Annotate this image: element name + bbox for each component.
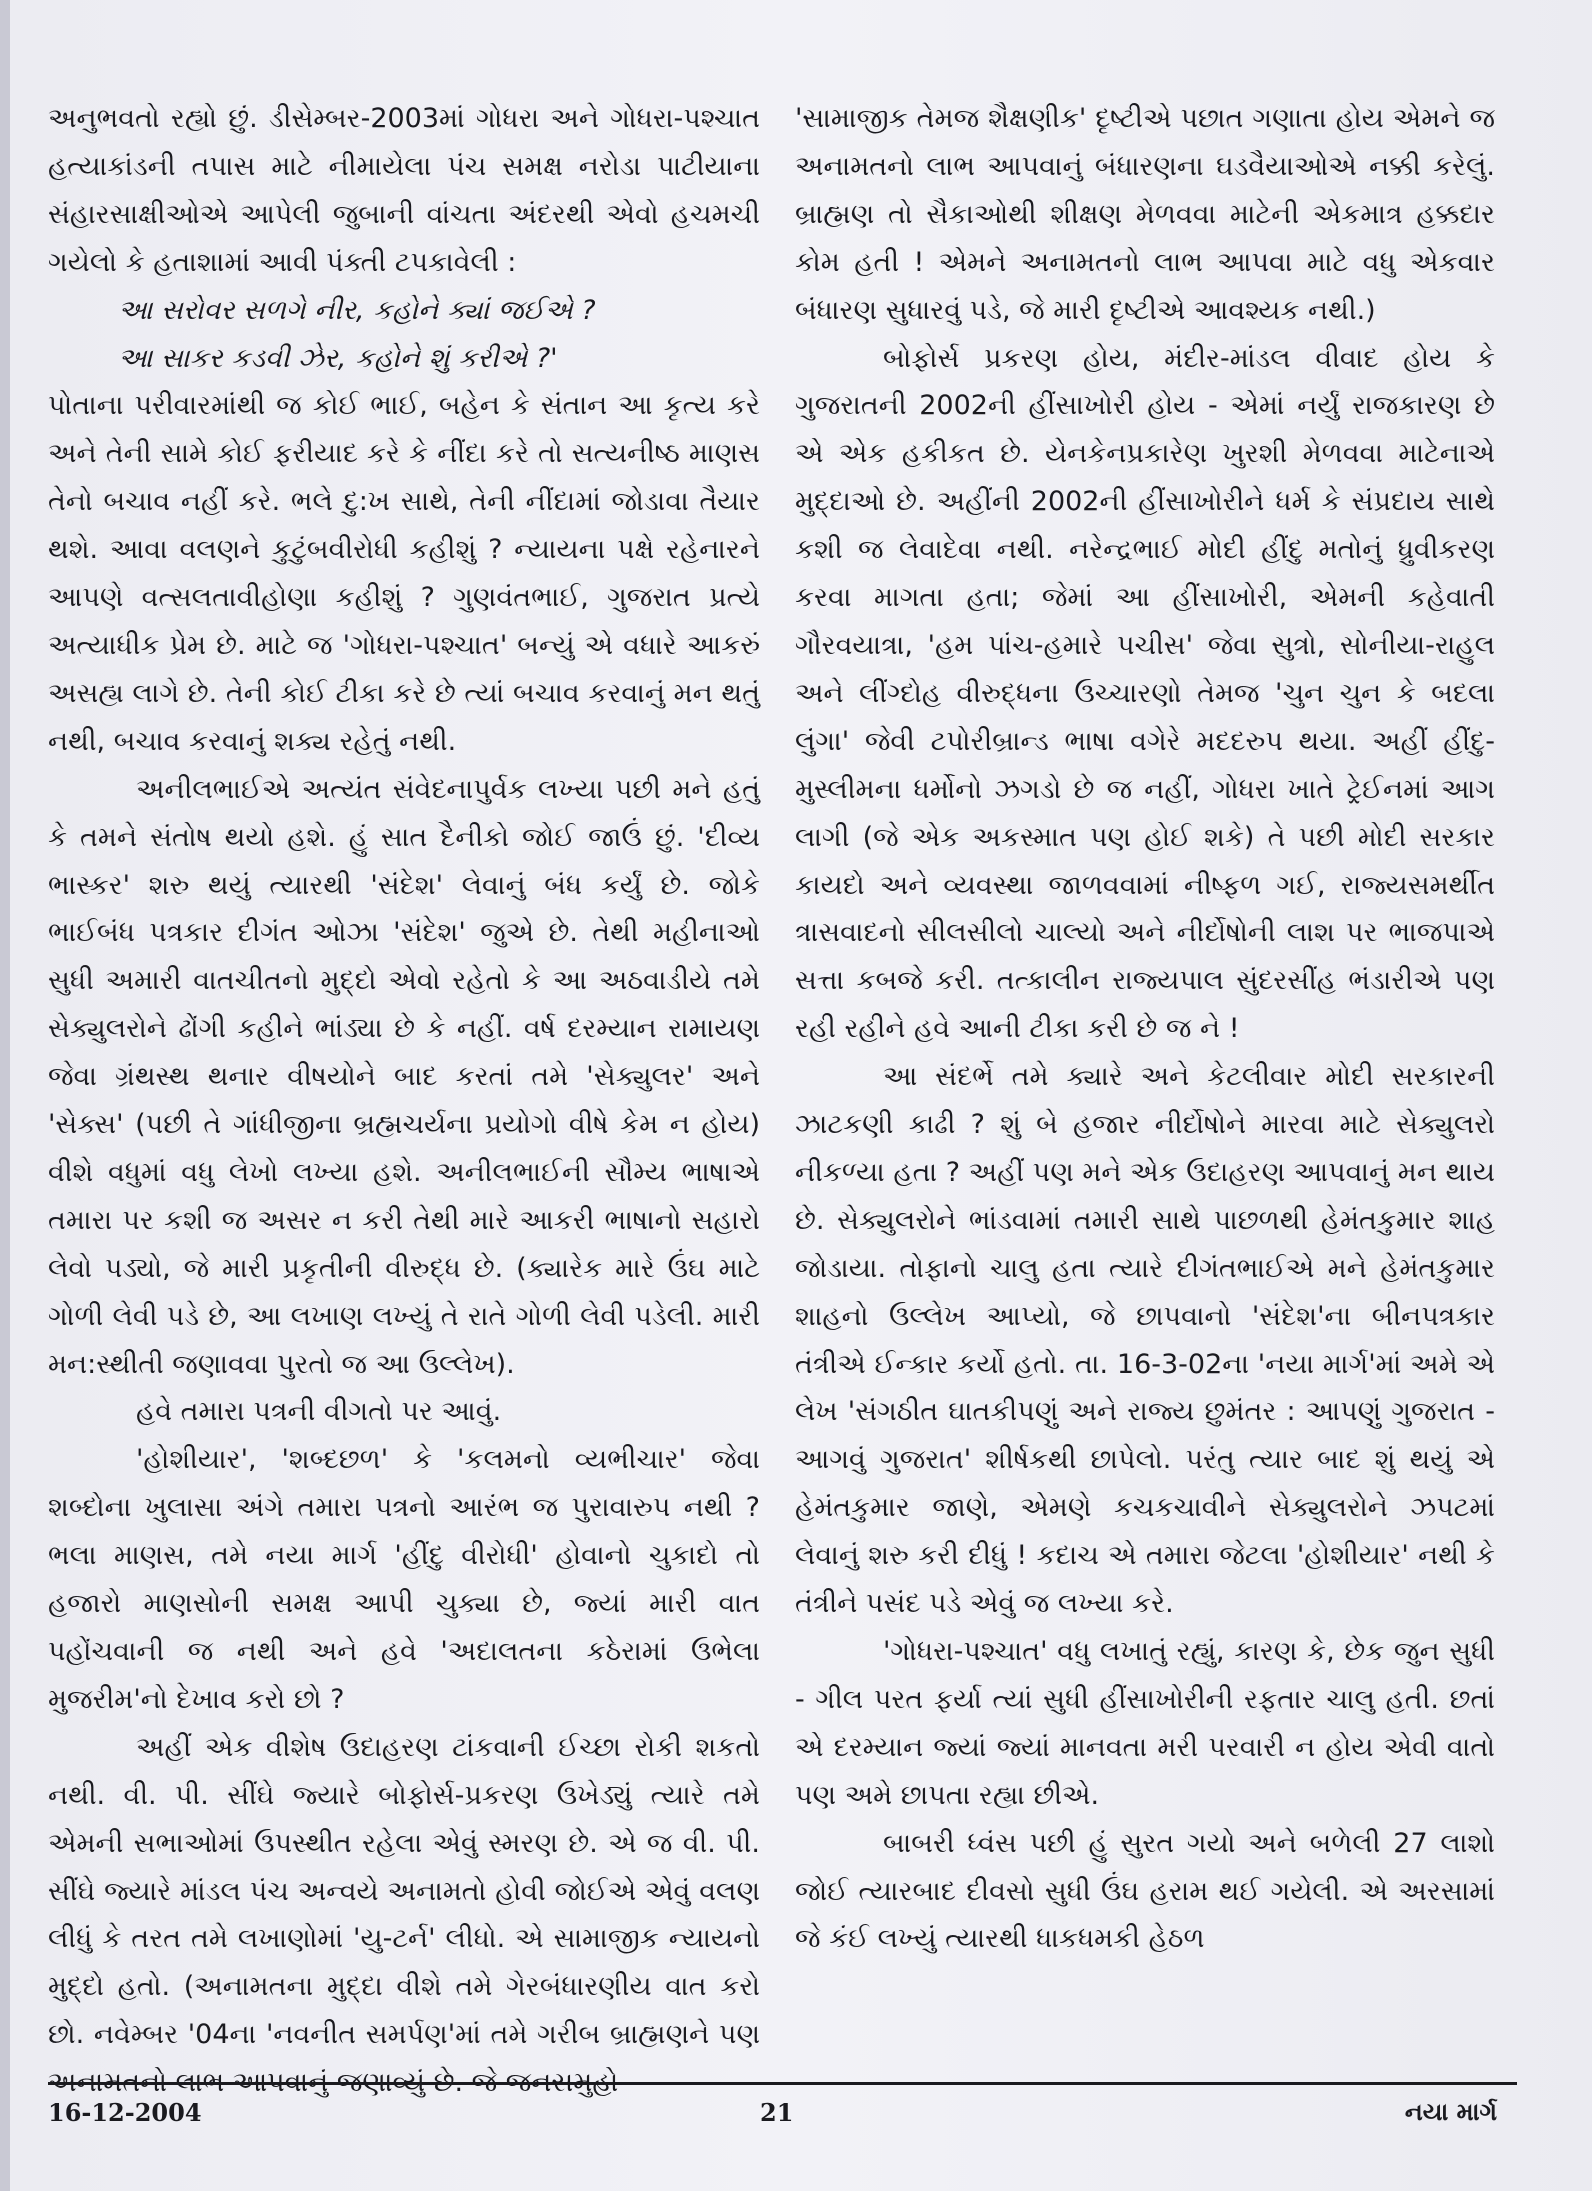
paragraph: પોતાના પરીવારમાંથી જ કોઈ ભાઈ, બહેન કે સંતાન આ કૃત્ય કરે અને તેની સામે કોઈ ફરીયાદ કરે કે નીંદા કરે તો સત્યનીષ્ઠ માણસ તેનો બચાવ નહીં કરે. ભલે દુ:ખ સાથે, તેની નીંદામાં જોડાવા તૈયાર થશે. આવા વલણને કુટુંબવીરોધી કહીશું ? ન્યાયના પક્ષે રહેનારને આપણે વત્સલતાવીહોણા કહીશું ? ગુણવંતભાઈ, ગુજરાત પ્રત્યે અત્યાધીક પ્રેમ છે. માટે જ 'ગોધરા-પશ્ચાત' બન્યું એ વધારે આકરું અસહ્ય લાગે છે. તેની કોઈ ટીકા કરે છે ત્યાં બચાવ કરવાનું મન થતું નથી, બચાવ કરવાનું શક્ય રહેતું નથી. [48, 390, 760, 757]
paragraph: હવે તમારા પત્રની વીગતો પર આવું. [136, 1396, 502, 1428]
publication-name: નયા માર્ગ [1404, 2098, 1497, 2126]
paragraph: અનુભવતો રહ્યો છું. ડીસેમ્બર-2003માં ગોધરા અને ગોધરા-પશ્ચાત હત્યાકાંડની તપાસ માટે નીમાયેલા પંચ સમક્ષ નરોડા પાટીયાના સંહારસાક્ષીઓએ આપેલી જુબાની વાંચતા અંદરથી એવો હચમચી ગયેલો કે હતાશામાં આવી પંક્તી ટપકાવેલી : [48, 103, 760, 278]
page-footer [48, 2098, 1517, 2138]
paragraph: બાબરી ધ્વંસ પછી હું સુરત ગયો અને બળેલી 27 લાશો જોઈ ત્યારબાદ દીવસો સુધી ઉંઘ હરામ થઈ ગયેલી. એ અરસામાં જે કંઈ લખ્યું ત્યારથી ધાકધમકી હેઠળ [795, 1827, 1495, 1955]
page-number: 21 [760, 2098, 794, 2127]
issue-date: 16-12-2004 [48, 2098, 202, 2127]
paragraph: 'સામાજીક તેમજ શૈક્ષણીક' દૃષ્ટીએ પછાત ગણાતા હોય એમને જ અનામતનો લાભ આપવાનું બંધારણના ઘડવૈયાઓએ નક્કી કરેલું. બ્રાહ્મણ તો સૈકાઓથી શીક્ષણ મેળવવા માટેની એકમાત્ર હક્કદાર કોમ હતી ! એમને અનામતનો લાભ આપવા માટે વધુ એકવાર બંધારણ સુધારવું પડે, જે મારી દૃષ્ટીએ આવશ્યક નથી.) [795, 103, 1495, 326]
verse-line: આ સાકર કડવી ઝેર, કહોને શું કરીએ ?' [118, 342, 558, 374]
right-column [795, 95, 1495, 1963]
left-column [48, 95, 760, 2107]
paragraph: 'ગોધરા-પશ્ચાત' વધુ લખાતું રહ્યું, કારણ કે, છેક જુન સુધી - ગીલ પરત ફર્યા ત્યાં સુધી હીંસાખોરીની રફતાર ચાલુ હતી. છતાં એ દરમ્યાન જ્યાં જ્યાં માનવતા મરી પરવારી ન હોય એવી વાતો પણ અમે છાપતા રહ્યા છીએ. [795, 1636, 1495, 1811]
paragraph: 'હોશીયાર', 'શબ્દછળ' કે 'કલમનો વ્યભીચાર' જેવા શબ્દોના ખુલાસા અંગે તમારા પત્રનો આરંભ જ પુરાવારુપ નથી ? ભલા માણસ, તમે નયા માર્ગ 'હીંદુ વીરોધી' હોવાનો ચુકાદો તો હજારો માણસોની સમક્ષ આપી ચુક્યા છે, જ્યાં મારી વાત પહોંચવાની જ નથી અને હવે 'અદાલતના કઠેરામાં ઉભેલા મુજરીમ'નો દેખાવ કરો છો ? [48, 1444, 760, 1715]
paragraph: બોફોર્સ પ્રકરણ હોય, મંદીર-માંડલ વીવાદ હોય કે ગુજરાતની 2002ની હીંસાખોરી હોય - એમાં નર્યું રાજકારણ છે એ એક હકીકત છે. યેનકેનપ્રકારેણ ખુરશી મેળવવા માટેનાએ મુદ્દાઓ છે. અહીંની 2002ની હીંસાખોરીને ધર્મ કે સંપ્રદાય સાથે કશી જ લેવાદેવા નથી. નરેન્દ્રભાઈ મોદી હીંદુ મતોનું ધ્રુવીકરણ કરવા માગતા હતા; જેમાં આ હીંસાખોરી, એમની કહેવાતી ગૌરવયાત્રા, 'હમ પાંચ-હમારે પચીસ' જેવા સુત્રો, સોનીયા-રાહુલ અને લીંગ્દોહ વીરુદ્ધના ઉચ્ચારણો તેમજ 'ચુન ચુન કે બદલા લુંગા' જેવી ટપોરીબ્રાન્ડ ભાષા વગેરે મદદરુપ થયા. અહીં હીંદુ-મુસ્લીમના ધર્મોનો ઝગડો છે જ નહીં, ગોધરા ખાતે ટ્રેઈનમાં આગ લાગી (જે એક અકસ્માત પણ હોઈ શકે) તે પછી મોદી સરકાર કાયદો અને વ્યવસ્થા જાળવવામાં નીષ્ફળ ગઈ, રાજ્યસમર્થીત ત્રાસવાદનો સીલસીલો ચાલ્યો અને નીર્દોષોની લાશ પર ભાજપાએ સત્તા કબજે કરી. તત્કાલીન રાજ્યપાલ સુંદરસીંહ ભંડારીએ પણ રહી રહીને હવે આની ટીકા કરી છે જ ને ! [795, 342, 1495, 1045]
paragraph: આ સંદર્ભે તમે ક્યારે અને કેટલીવાર મોદી સરકારની ઝાટકણી કાઢી ? શું બે હજાર નીર્દોષોને મારવા માટે સેક્યુલરો નીકળ્યા હતા ? અહીં પણ મને એક ઉદાહરણ આપવાનું મન થાય છે. સેક્યુલરોને ભાંડવામાં તમારી સાથે પાછળથી હેમંતકુમાર શાહ જોડાયા. તોફાનો ચાલુ હતા ત્યારે દીગંતભાઈએ મને હેમંતકુમાર શાહનો ઉલ્લેખ આપ્યો, જે છાપવાનો 'સંદેશ'ના બીનપત્રકાર તંત્રીએ ઈન્કાર કર્યો હતો. તા. 16-3-02ના 'નયા માર્ગ'માં અમે એ લેખ 'સંગઠીત ઘાતકીપણું અને રાજ્ય છુમંતર : આપણું ગુજરાત - આગવું ગુજરાત' શીર્ષકથી છાપેલો. પરંતુ ત્યાર બાદ શું થયું એ હેમંતકુમાર જાણે, એમણે કચકચાવીને સેક્યુલરોને ઝપટમાં લેવાનું શરુ કરી દીધું ! કદાચ એ તમારા જેટલા 'હોશીયાર' નથી કે તંત્રીને પસંદ પડે એવું જ લખ્યા કરે. [795, 1061, 1495, 1620]
paragraph: અહીં એક વીશેષ ઉદાહરણ ટાંકવાની ઈચ્છા રોકી શકતો નથી. વી. પી. સીંઘે જ્યારે બોફોર્સ-પ્રકરણ ઉખેડ્યું ત્યારે તમે એમની સભાઓમાં ઉપસ્થીત રહેલા એવું સ્મરણ છે. એ જ વી. પી. સીંઘે જ્યારે માંડલ પંચ અન્વયે અનામતો હોવી જોઈએ એવું વલણ લીધું કે તરત તમે લખાણોમાં 'યુ-ટર્ન' લીધો. એ સામાજીક ન્યાયનો મુદ્દો હતો. (અનામતના મુદ્દા વીશે તમે ગેરબંધારણીય વાત કરો છો. નવેમ્બર '04ના 'નવનીત સમર્પણ'માં તમે ગરીબ બ્રાહ્મણને પણ અનામતનો લાભ આપવાનું જણાવ્યું છે. જે જનસમુહો [48, 1731, 760, 2099]
paragraph: અનીલભાઈએ અત્યંત સંવેદનાપુર્વક લખ્યા પછી મને હતું કે તમને સંતોષ થયો હશે. હું સાત દૈનીકો જોઈ જાઉં છું. 'દીવ્ય ભાસ્કર' શરુ થયું ત્યારથી 'સંદેશ' લેવાનું બંધ કર્યું છે. જોકે ભાઈબંધ પત્રકાર દીગંત ઓઝા 'સંદેશ' જુએ છે. તેથી મહીનાઓ સુધી અમારી વાતચીતનો મુદ્દો એવો રહેતો કે આ અઠવાડીયે તમે સેક્યુલરોને ઢોંગી કહીને ભાંડ્યા છે કે નહીં. વર્ષ દરમ્યાન રામાયણ જેવા ગ્રંથસ્થ થનાર વીષયોને બાદ કરતાં તમે 'સેક્યુલર' અને 'સેક્સ' (પછી તે ગાંધીજીના બ્રહ્મચર્યના પ્રયોગો વીષે કેમ ન હોય) વીશે વધુમાં વધુ લેખો લખ્યા હશે. અનીલભાઈની સૌમ્ય ભાષાએ તમારા પર કશી જ અસર ન કરી તેથી મારે આકરી ભાષાનો સહારો લેવો પડ્યો, જે મારી પ્રકૃતીની વીરુદ્ધ છે. (ક્યારેક મારે ઉંઘ માટે ગોળી લેવી પડે છે, આ લખાણ લખ્યું તે રાતે ગોળી લેવી પડેલી. મારી મન:સ્થીતી જણાવવા પુરતો જ આ ઉલ્લેખ). [48, 773, 760, 1380]
footer-divider [48, 2082, 1517, 2085]
verse-line: આ સરોવર સળગે નીર, કહોને ક્યાં જઈએ ? [118, 294, 596, 326]
